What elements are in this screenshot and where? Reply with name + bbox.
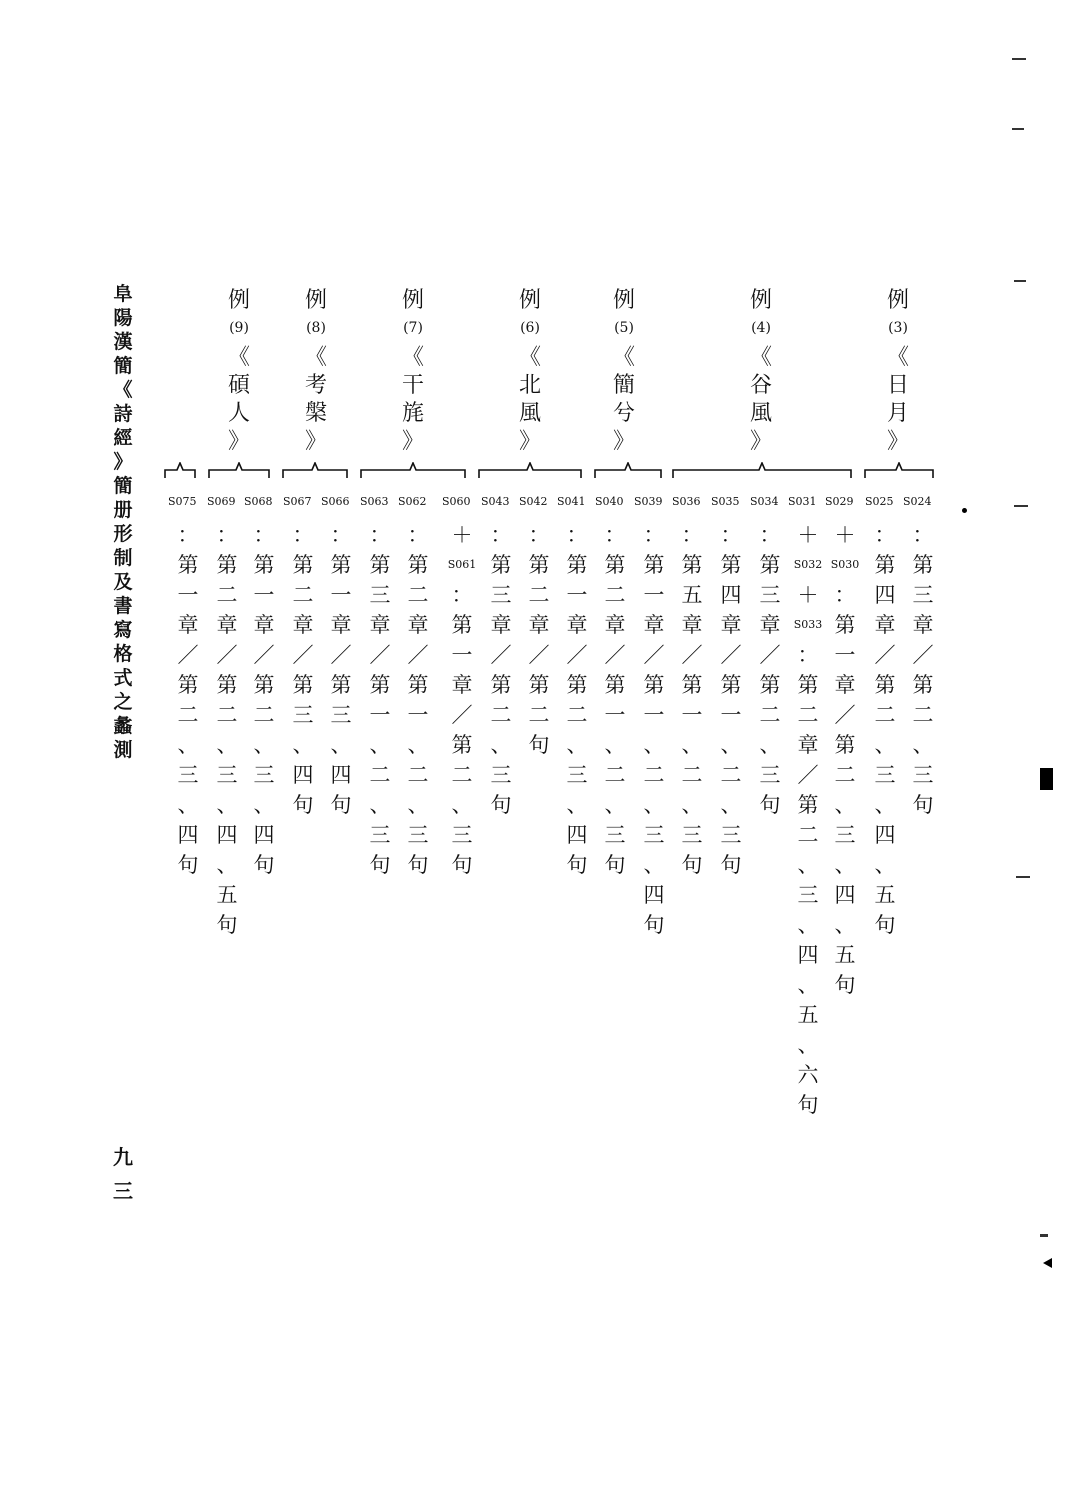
slip-id: S066 [321,495,350,508]
slip-id: S036 [672,495,701,508]
slip-id: S062 [398,495,427,508]
slip-id: S069 [207,495,236,508]
scan-mark [1012,58,1026,60]
scan-mark [1014,280,1026,282]
slip-note: ： 第 一 章 ／ 第 三 、 四 句 [330,523,352,817]
example-label: 例 (7) 《 干 旄 》 [396,288,430,456]
plus-sign: ＋ [451,523,473,547]
slip-id: S042 [519,495,548,508]
group-brace [478,462,582,478]
plus-sign: ＋ [834,523,856,547]
slip-note: ： 第 一 章 ／ 第 二 、 三 、 四 句 [566,523,588,877]
page-number: 九 三 [113,1145,133,1203]
scan-mark [1040,768,1053,790]
group-brace [672,462,852,478]
slip-note: ： 第 一 章 ／ 第 二 、 三 句 [451,583,473,877]
slip-id: S068 [244,495,273,508]
example-title: 《 北 風 》 [518,345,541,454]
slip-text [908,520,938,820]
scan-mark [1043,1258,1052,1268]
slip-note: ： 第 一 章 ／ 第 二 、 三 、 四 句 [177,523,199,877]
slip-note: ： 第 三 章 ／ 第 一 、 二 、 三 句 [369,523,391,877]
slip-text [249,520,279,880]
slip-note: ： 第 五 章 ／ 第 一 、 二 、 三 句 [681,523,703,877]
example-label: 例 (5) 《 簡 兮 》 [607,288,641,456]
group-brace [864,462,934,478]
slip-note: ： 第 二 章 ／ 第 三 、 四 句 [292,523,314,817]
group-brace [208,462,270,478]
example-title: 《 簡 兮 》 [612,345,635,454]
plus-sign: ＋ [797,523,819,547]
slip-text [716,520,746,880]
example-title: 《 考 槃 》 [304,345,327,454]
example-label: 例 (4) 《 谷 風 》 [744,288,778,456]
slip-note: ： 第 一 章 ／ 第 二 、 三 、 四 句 [253,523,275,877]
scan-mark [962,508,967,513]
slip-text [288,520,318,820]
example-label: 例 (9) 《 碩 人 》 [222,288,256,456]
slip-note: ： 第 一 章 ／ 第 一 、 二 、 三 、 四 句 [643,523,665,937]
scan-mark [1014,505,1028,507]
slip-id: S029 [825,495,854,508]
slip-text [639,520,669,940]
slip-id: S067 [283,495,312,508]
slip-text [600,520,630,880]
slip-id: S035 [711,495,740,508]
slip-text [365,520,395,880]
slip-note: ： 第 二 章 ／ 第 二 、 三 、 四 、 五 句 [216,523,238,937]
example-label: 例 (6) 《 北 風 》 [513,288,547,456]
slip-id: S034 [750,495,779,508]
group-brace [282,462,348,478]
slip-id: S041 [557,495,586,508]
joined-slip-id: S061 [447,558,477,571]
slip-note: ： 第 一 章 ／ 第 二 、 三 、 四 、 五 句 [834,583,856,997]
group-brace [164,462,196,478]
slip-id: S063 [360,495,389,508]
slip-text [830,520,860,1000]
example-title: 《 谷 風 》 [749,345,772,454]
slip-text [403,520,433,880]
slip-text [212,520,242,940]
running-head: 阜 陽 漢 簡 《 詩 經 》 簡 册 形 制 及 書 寫 格 式 之 蠡 測 [113,283,133,761]
slip-id: S031 [788,495,817,508]
slip-id: S025 [865,495,894,508]
scan-mark [1016,876,1030,878]
slip-note: ： 第 四 章 ／ 第 二 、 三 、 四 、 五 句 [874,523,896,937]
slip-text [562,520,592,880]
slip-note: ： 第 三 章 ／ 第 二 、 三 句 [912,523,934,817]
slip-id: S040 [595,495,624,508]
example-title: 《 日 月 》 [886,345,909,454]
plus-sign: ＋ [797,583,819,607]
slip-text [755,520,785,820]
slip-note: ： 第 二 章 ／ 第 二 句 [528,523,550,757]
slip-id: S060 [442,495,471,508]
slip-text [447,520,477,880]
example-label: 例 (3) 《 日 月 》 [881,288,915,456]
slip-id: S043 [481,495,510,508]
scan-mark [1012,128,1024,130]
slip-text [524,520,554,760]
group-brace [360,462,466,478]
slip-id: S024 [903,495,932,508]
joined-slip-id: S033 [793,618,823,631]
slip-text [326,520,356,820]
joined-slip-id: S030 [830,558,860,571]
slip-note: ： 第 三 章 ／ 第 二 、 三 句 [759,523,781,817]
slip-text [486,520,516,820]
slip-note: ： 第 二 章 ／ 第 一 、 二 、 三 句 [407,523,429,877]
slip-text [173,520,203,880]
example-title: 《 干 旄 》 [401,345,424,454]
slip-id: S075 [168,495,197,508]
example-title: 《 碩 人 》 [227,345,250,454]
slip-id: S039 [634,495,663,508]
slip-text [677,520,707,880]
slip-note: ： 第 二 章 ／ 第 二 、 三 、 四 、 五 、 六 句 [797,643,819,1117]
group-brace [594,462,662,478]
slip-note: ： 第 三 章 ／ 第 二 、 三 句 [490,523,512,817]
slip-text [793,520,823,1120]
joined-slip-id: S032 [793,558,823,571]
slip-note: ： 第 四 章 ／ 第 一 、 二 、 三 句 [720,523,742,877]
scan-mark [1040,1234,1048,1237]
slip-note: ： 第 二 章 ／ 第 一 、 二 、 三 句 [604,523,626,877]
slip-text [870,520,900,940]
example-label: 例 (8) 《 考 槃 》 [299,288,333,456]
